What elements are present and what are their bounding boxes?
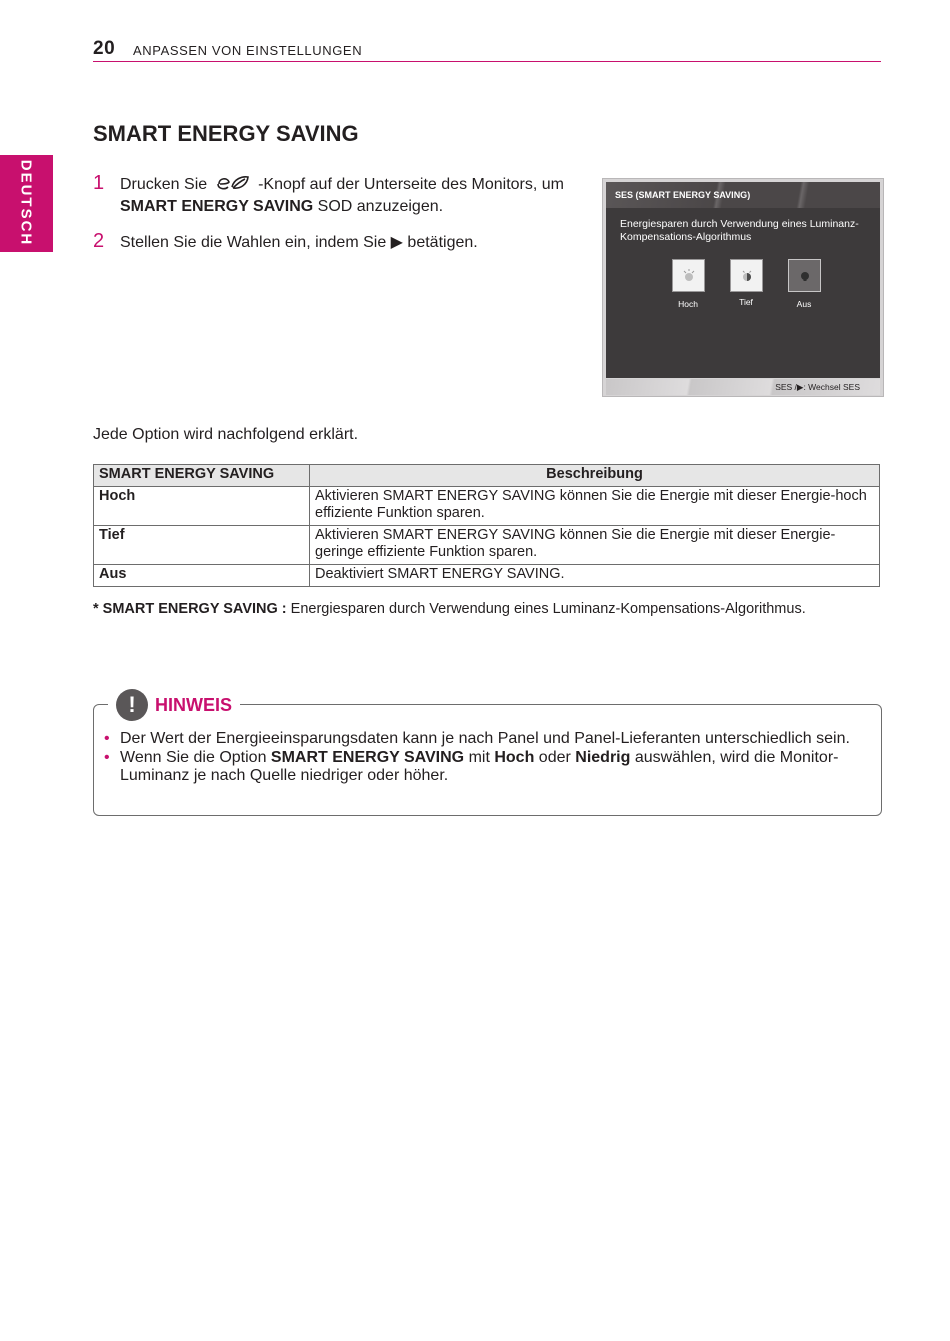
osd-titlebar (606, 182, 880, 208)
language-tab (0, 155, 53, 252)
note-item-bold: SMART ENERGY SAVING (270, 749, 465, 766)
osd-label-aus: Aus (796, 299, 812, 309)
step-text-end: SOD anzuzeigen. (313, 198, 444, 215)
osd-label-tief: Tief (739, 297, 753, 307)
osd-description: Energiesparen durch Verwendung eines Luminanz-Kompensations-Algorithmus (620, 218, 859, 243)
options-table (93, 464, 880, 587)
note-item-bold: Hoch (494, 749, 535, 766)
osd-label-hoch: Hoch (678, 299, 698, 309)
osd-screenshot (602, 178, 884, 397)
note-item-text: mit (464, 749, 495, 766)
step-number: 2 (93, 230, 105, 252)
eco-leaf-icon (216, 175, 250, 191)
table-cell-description: Deaktiviert SMART ENERGY SAVING. (310, 565, 880, 587)
osd-footer-text: SES /▶: Wechsel SES (775, 382, 860, 392)
table-cell-option: Hoch (94, 487, 310, 526)
table-row (94, 487, 880, 526)
note-item-text: Der Wert der Energieeinsparungsdaten kann je nach Panel und Panel-Lieferanten unterschiedlich sein. (120, 730, 850, 747)
table-cell-description: Aktivieren SMART ENERGY SAVING können Sie die Energie mit dieser Energie-hoch effiziente Funktion sparen. (310, 487, 880, 526)
bulb-high-icon (682, 268, 696, 284)
step-1 (93, 174, 593, 220)
note-item-text: Wenn Sie die Option (120, 749, 271, 766)
osd-option-tief[interactable] (730, 259, 763, 292)
bulb-low-icon (740, 268, 754, 284)
osd-option-hoch[interactable] (672, 259, 705, 292)
table-header-row (94, 465, 880, 487)
step-number: 1 (93, 172, 105, 194)
step-text (120, 174, 590, 218)
page-number: 20 (93, 38, 116, 59)
osd-option-aus[interactable] (788, 259, 821, 292)
table-header-cell: Beschreibung (310, 465, 880, 487)
table-row (94, 565, 880, 587)
list-item (104, 749, 874, 785)
osd-title: SES (SMART ENERGY SAVING) (615, 190, 751, 200)
note-item-bold: Niedrig (575, 749, 631, 766)
step-2 (93, 232, 593, 256)
bullet-icon: • (104, 730, 110, 747)
bulb-off-icon (798, 268, 812, 284)
step-text-pre: Drucken Sie (120, 176, 208, 193)
table-cell-option: Aus (94, 565, 310, 587)
footnote-text: Energiesparen durch Verwendung eines Luminanz-Kompensations-Algorithmus. (286, 601, 806, 617)
note-item-text: oder (534, 749, 576, 766)
section-title: SMART ENERGY SAVING (93, 121, 359, 146)
page-header (93, 38, 881, 62)
warning-icon: ! (116, 689, 148, 721)
note-title: HINWEIS (155, 694, 233, 715)
osd-footer (606, 379, 880, 395)
table-cell-description: Aktivieren SMART ENERGY SAVING können Sie die Energie mit dieser Energie-geringe effiziente Funktion sparen. (310, 526, 880, 565)
note-header (108, 688, 240, 722)
footnote (93, 601, 806, 617)
step-text-bold: SMART ENERGY SAVING (120, 198, 314, 215)
footnote-label: * SMART ENERGY SAVING : (93, 601, 287, 617)
osd-panel (606, 182, 880, 378)
step-text: Stellen Sie die Wahlen ein, indem Sie ▶ betätigen. (120, 234, 478, 251)
running-head: ANPASSEN VON EINSTELLUNGEN (133, 43, 363, 58)
list-item (104, 730, 874, 748)
language-tab-label: DEUTSCH (17, 159, 35, 247)
table-intro: Jede Option wird nachfolgend erklärt. (93, 426, 359, 443)
table-row (94, 526, 880, 565)
table-cell-option: Tief (94, 526, 310, 565)
bullet-icon: • (104, 749, 110, 766)
note-list (104, 730, 874, 786)
step-text-post: -Knopf auf der Unterseite des Monitors, um (258, 176, 564, 193)
table-header-cell: SMART ENERGY SAVING (94, 465, 310, 487)
note-item-text: auswählen, wird die Monitor-Luminanz je nach Quelle niedriger oder höher. (120, 749, 839, 784)
